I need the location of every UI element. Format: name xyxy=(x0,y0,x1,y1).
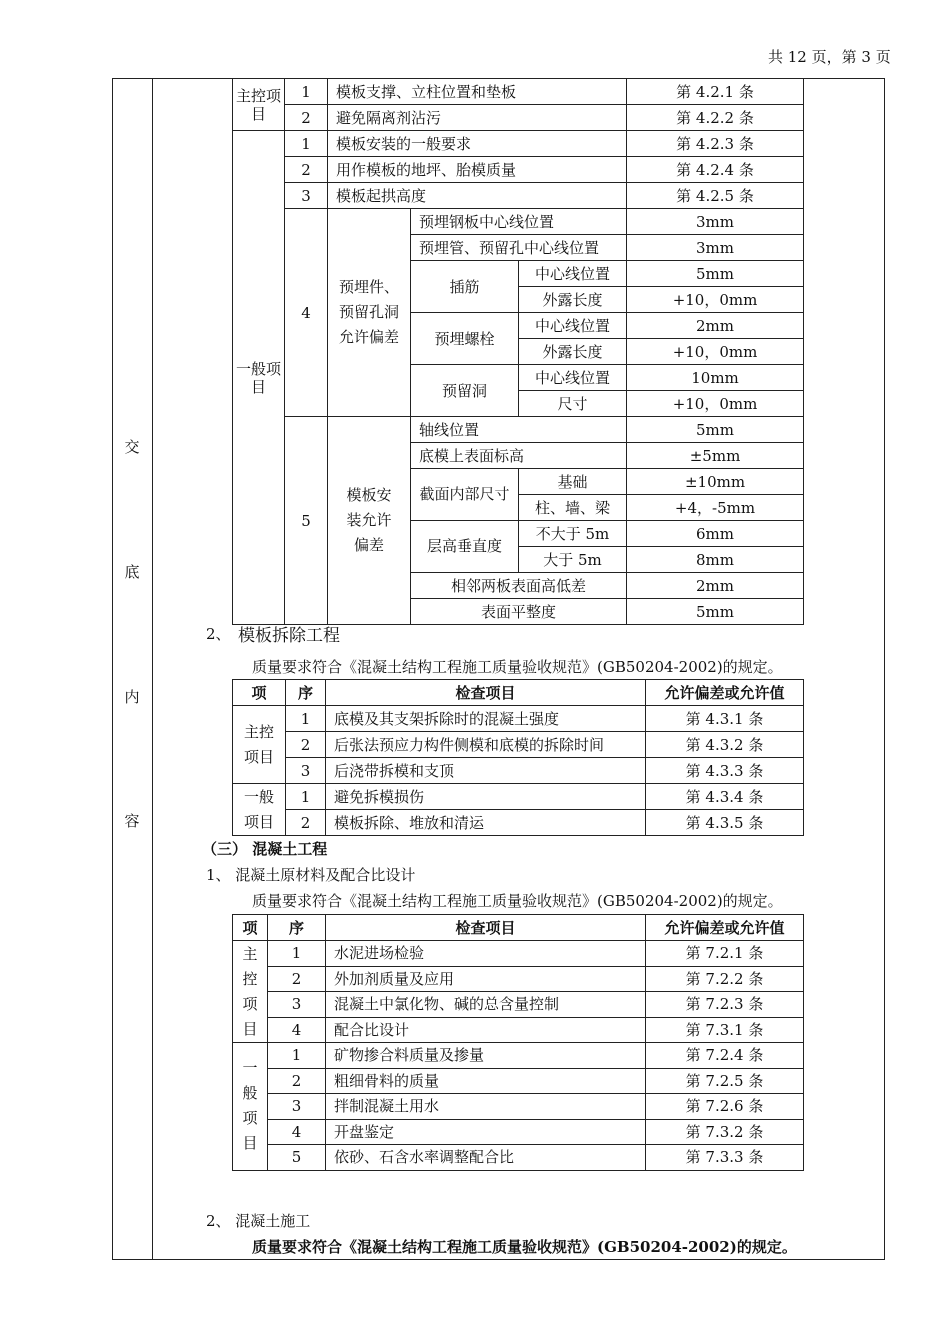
check-subitem: 外露长度 xyxy=(519,287,627,313)
row-no: 2 xyxy=(285,105,328,131)
check-subitem: 外露长度 xyxy=(519,339,627,365)
row-no: 3 xyxy=(268,1094,326,1120)
check-value: 3mm xyxy=(627,209,804,235)
check-item: 后浇带拆模和支顶 xyxy=(326,758,646,784)
check-value: 第 4.3.2 条 xyxy=(646,732,804,758)
col-header: 允许偏差或允许值 xyxy=(646,680,804,706)
concrete-section-heading: （三） 混凝土工程 xyxy=(202,840,328,858)
main-control-label: 主控项目 xyxy=(233,706,286,784)
row-no: 5 xyxy=(285,417,328,625)
page-info: 共 12 页，第 3 页 xyxy=(768,48,891,66)
check-value: ±10mm xyxy=(627,469,804,495)
frame-divider xyxy=(152,78,153,1260)
check-item: 预埋螺栓 xyxy=(411,313,519,365)
check-item: 外加剂质量及应用 xyxy=(326,966,646,992)
concrete-sub2: 2、 混凝土施工 xyxy=(206,1212,311,1230)
check-value: 第 4.3.5 条 xyxy=(646,810,804,836)
check-value: 第 7.2.6 条 xyxy=(646,1094,804,1120)
check-value: 2mm xyxy=(627,573,804,599)
check-item: 模板支撑、立柱位置和垫板 xyxy=(328,79,627,105)
formwork-install-table xyxy=(232,78,804,625)
check-item: 预埋钢板中心线位置 xyxy=(411,209,627,235)
check-value: 第 7.2.4 条 xyxy=(646,1043,804,1069)
check-item: 开盘鉴定 xyxy=(326,1119,646,1145)
row-no: 4 xyxy=(268,1119,326,1145)
check-value: 第 7.2.1 条 xyxy=(646,941,804,967)
side-label-char: 内 xyxy=(124,688,140,706)
removal-heading-num: 2、 xyxy=(206,625,231,643)
check-value: 第 7.3.1 条 xyxy=(646,1017,804,1043)
check-item: 配合比设计 xyxy=(326,1017,646,1043)
col-header: 检查项目 xyxy=(326,680,646,706)
col-header: 检查项目 xyxy=(326,915,646,941)
label-char: 目 xyxy=(242,1134,258,1153)
check-value: 第 7.2.3 条 xyxy=(646,992,804,1018)
check-item: 水泥进场检验 xyxy=(326,941,646,967)
check-item: 预留洞 xyxy=(411,365,519,417)
row-no: 1 xyxy=(285,131,328,157)
check-subitem: 中心线位置 xyxy=(519,365,627,391)
check-value: 第 4.3.3 条 xyxy=(646,758,804,784)
row-no: 1 xyxy=(268,941,326,967)
check-value: 第 7.3.3 条 xyxy=(646,1145,804,1171)
check-item: 层高垂直度 xyxy=(411,521,519,573)
check-value: 第 4.2.5 条 xyxy=(627,183,804,209)
check-item: 模板起拱高度 xyxy=(328,183,627,209)
label-char: 主 xyxy=(242,944,258,963)
main-control-label: 主控项目 xyxy=(233,79,285,131)
check-item: 粗细骨料的质量 xyxy=(326,1068,646,1094)
label-char: 目 xyxy=(242,1019,258,1038)
check-value: 第 4.2.1 条 xyxy=(627,79,804,105)
check-item: 避免拆模损伤 xyxy=(326,784,646,810)
label-char: 般 xyxy=(242,1084,258,1103)
check-item: 模板拆除、堆放和清运 xyxy=(326,810,646,836)
check-value: 2mm xyxy=(627,313,804,339)
concrete-spec1: 质量要求符合《混凝土结构工程施工质量验收规范》(GB50204-2002)的规定。 xyxy=(252,892,783,910)
row-no: 2 xyxy=(286,732,326,758)
check-item: 拌制混凝土用水 xyxy=(326,1094,646,1120)
side-label-char: 底 xyxy=(124,563,140,581)
check-subitem: 基础 xyxy=(519,469,627,495)
side-label-char: 交 xyxy=(124,438,140,456)
check-value: +10，0mm xyxy=(627,287,804,313)
row-no: 1 xyxy=(285,79,328,105)
check-item: 模板安装的一般要求 xyxy=(328,131,627,157)
col-header: 序 xyxy=(286,680,326,706)
concrete-sub1: 1、 混凝土原材料及配合比设计 xyxy=(206,866,416,884)
check-item: 底模及其支架拆除时的混凝土强度 xyxy=(326,706,646,732)
check-value: 第 4.3.1 条 xyxy=(646,706,804,732)
col-header: 序 xyxy=(268,915,326,941)
general-label: 一般项目 xyxy=(233,784,286,836)
row-no: 5 xyxy=(268,1145,326,1171)
row-no: 2 xyxy=(268,966,326,992)
check-item: 预埋管、预留孔中心线位置 xyxy=(411,235,627,261)
check-subitem: 大于 5m xyxy=(519,547,627,573)
row-no: 3 xyxy=(286,758,326,784)
check-value: ±5mm xyxy=(627,443,804,469)
removal-table xyxy=(232,679,804,836)
check-value: 第 7.2.5 条 xyxy=(646,1068,804,1094)
label-char: 项 xyxy=(242,1109,258,1128)
check-item: 矿物掺合料质量及掺量 xyxy=(326,1043,646,1069)
check-subitem: 中心线位置 xyxy=(519,313,627,339)
row-no: 3 xyxy=(268,992,326,1018)
row-no: 2 xyxy=(286,810,326,836)
general-label: 一般项目 xyxy=(233,131,285,625)
check-item: 后张法预应力构件侧模和底模的拆除时间 xyxy=(326,732,646,758)
concrete-spec2: 质量要求符合《混凝土结构工程施工质量验收规范》(GB50204-2002)的规定。 xyxy=(252,1238,797,1256)
check-value: +10，0mm xyxy=(627,391,804,417)
label-char: 项 xyxy=(242,994,258,1013)
check-subitem: 柱、墙、梁 xyxy=(519,495,627,521)
col-header: 项 xyxy=(233,680,286,706)
check-item: 避免隔离剂沾污 xyxy=(328,105,627,131)
row-no: 1 xyxy=(286,706,326,732)
check-value: 5mm xyxy=(627,599,804,625)
row-no: 1 xyxy=(268,1043,326,1069)
check-value: 8mm xyxy=(627,547,804,573)
check-item: 截面内部尺寸 xyxy=(411,469,519,521)
check-item: 表面平整度 xyxy=(411,599,627,625)
check-item: 轴线位置 xyxy=(411,417,627,443)
row-no: 3 xyxy=(285,183,328,209)
check-item: 相邻两板表面高低差 xyxy=(411,573,627,599)
concrete-materials-table xyxy=(232,914,804,1171)
general-label xyxy=(233,1043,268,1171)
label-char: 控 xyxy=(242,969,258,988)
main-control-label xyxy=(233,941,268,1043)
embed-label: 预埋件、预留孔洞允许偏差 xyxy=(328,209,411,417)
row-no: 4 xyxy=(268,1017,326,1043)
check-subitem: 尺寸 xyxy=(519,391,627,417)
check-value: +10，0mm xyxy=(627,339,804,365)
check-value: 10mm xyxy=(627,365,804,391)
col-header: 项 xyxy=(233,915,268,941)
check-value: 第 4.2.3 条 xyxy=(627,131,804,157)
check-item: 用作模板的地坪、胎模质量 xyxy=(328,157,627,183)
check-value: 第 7.3.2 条 xyxy=(646,1119,804,1145)
check-value: 第 7.2.2 条 xyxy=(646,966,804,992)
check-item: 依砂、石含水率调整配合比 xyxy=(326,1145,646,1171)
check-value: +4，-5mm xyxy=(627,495,804,521)
check-item: 混凝土中氯化物、碱的总含量控制 xyxy=(326,992,646,1018)
row-no: 2 xyxy=(285,157,328,183)
col-header: 允许偏差或允许值 xyxy=(646,915,804,941)
check-subitem: 中心线位置 xyxy=(519,261,627,287)
install-label: 模板安装允许偏差 xyxy=(328,417,411,625)
label-char: 一 xyxy=(242,1059,258,1078)
row-no: 4 xyxy=(285,209,328,417)
removal-heading: 模板拆除工程 xyxy=(238,626,340,646)
check-value: 5mm xyxy=(627,261,804,287)
check-value: 第 4.2.4 条 xyxy=(627,157,804,183)
removal-spec: 质量要求符合《混凝土结构工程施工质量验收规范》(GB50204-2002)的规定。 xyxy=(252,658,783,676)
check-value: 6mm xyxy=(627,521,804,547)
check-value: 第 4.2.2 条 xyxy=(627,105,804,131)
row-no: 2 xyxy=(268,1068,326,1094)
check-item: 底模上表面标高 xyxy=(411,443,627,469)
side-label-char: 容 xyxy=(124,812,140,830)
check-value: 5mm xyxy=(627,417,804,443)
check-value: 第 4.3.4 条 xyxy=(646,784,804,810)
check-value: 3mm xyxy=(627,235,804,261)
check-item: 插筋 xyxy=(411,261,519,313)
row-no: 1 xyxy=(286,784,326,810)
check-subitem: 不大于 5m xyxy=(519,521,627,547)
